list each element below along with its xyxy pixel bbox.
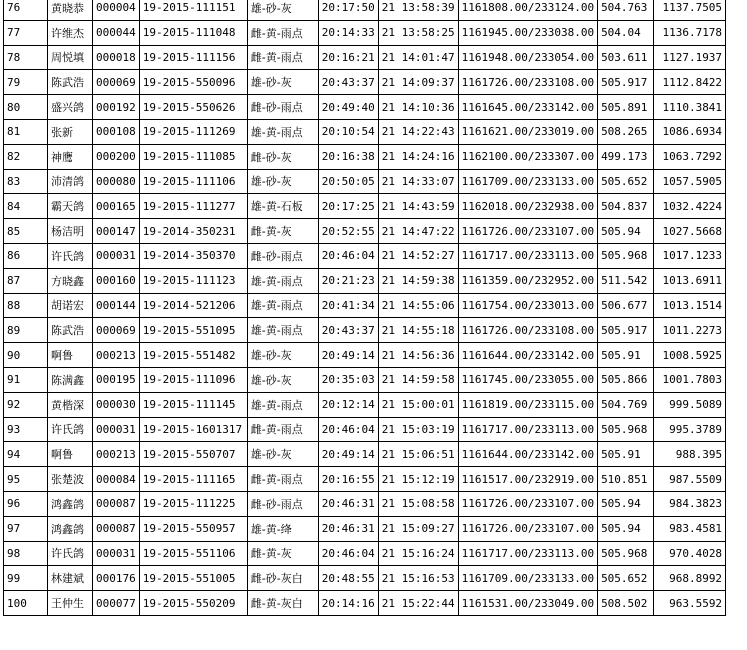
table-row: [4, 169, 726, 194]
name-cell: 神鹰: [48, 144, 93, 169]
rank-cell: 96: [4, 491, 48, 516]
member-id-cell: 000087: [93, 491, 140, 516]
speed-cell: 963.5592: [654, 591, 726, 616]
bird-description-cell: 雄-黄-绛: [247, 516, 318, 541]
release-time-cell: 20:49:40: [318, 95, 378, 120]
release-time-cell: 20:16:55: [318, 467, 378, 492]
coordinates-cell: 1161945.00/233038.00: [458, 20, 597, 45]
speed-cell: 1137.7505: [654, 0, 726, 20]
table-row: [4, 0, 726, 20]
arrival-time-cell: 21 14:24:16: [378, 144, 458, 169]
ring-number-cell: 19-2015-111269: [139, 119, 247, 144]
ring-number-cell: 19-2014-350370: [139, 243, 247, 268]
ring-number-cell: 19-2015-551482: [139, 343, 247, 368]
coordinates-cell: 1161531.00/233049.00: [458, 591, 597, 616]
release-time-cell: 20:48:55: [318, 566, 378, 591]
distance-cell: 499.173: [598, 144, 654, 169]
speed-cell: 1136.7178: [654, 20, 726, 45]
ring-number-cell: 19-2015-551095: [139, 318, 247, 343]
release-time-cell: 20:46:31: [318, 491, 378, 516]
rank-cell: 93: [4, 417, 48, 442]
name-cell: 盛兴鸽: [48, 95, 93, 120]
ring-number-cell: 19-2015-111165: [139, 467, 247, 492]
distance-cell: 508.502: [598, 591, 654, 616]
ring-number-cell: 19-2015-111123: [139, 268, 247, 293]
speed-cell: 999.5089: [654, 392, 726, 417]
distance-cell: 505.968: [598, 541, 654, 566]
ring-number-cell: 19-2015-550209: [139, 591, 247, 616]
coordinates-cell: 1161517.00/232919.00: [458, 467, 597, 492]
bird-description-cell: 雌-黄-灰白: [247, 591, 318, 616]
table-row: [4, 243, 726, 268]
ring-number-cell: 19-2015-111156: [139, 45, 247, 70]
member-id-cell: 000195: [93, 367, 140, 392]
speed-cell: 1013.6911: [654, 268, 726, 293]
table-row: [4, 417, 726, 442]
arrival-time-cell: 21 15:00:01: [378, 392, 458, 417]
bird-description-cell: 雄-砂-灰: [247, 169, 318, 194]
ring-number-cell: 19-2015-111085: [139, 144, 247, 169]
table-row: [4, 392, 726, 417]
speed-cell: 1127.1937: [654, 45, 726, 70]
rank-cell: 92: [4, 392, 48, 417]
rank-cell: 80: [4, 95, 48, 120]
table-row: [4, 541, 726, 566]
table-row: [4, 70, 726, 95]
name-cell: 杨洁明: [48, 219, 93, 244]
distance-cell: 504.769: [598, 392, 654, 417]
table-row: [4, 442, 726, 467]
table-row: [4, 293, 726, 318]
table-row: [4, 343, 726, 368]
name-cell: 陈武浩: [48, 70, 93, 95]
name-cell: 张新: [48, 119, 93, 144]
release-time-cell: 20:21:23: [318, 268, 378, 293]
name-cell: 林建斌: [48, 566, 93, 591]
name-cell: 张楚波: [48, 467, 93, 492]
ring-number-cell: 19-2015-111106: [139, 169, 247, 194]
ring-number-cell: 19-2014-521206: [139, 293, 247, 318]
speed-cell: 1017.1233: [654, 243, 726, 268]
name-cell: 许维杰: [48, 20, 93, 45]
distance-cell: 505.968: [598, 417, 654, 442]
ring-number-cell: 19-2015-550707: [139, 442, 247, 467]
name-cell: 周悦填: [48, 45, 93, 70]
ring-number-cell: 19-2015-111277: [139, 194, 247, 219]
table-row: [4, 367, 726, 392]
arrival-time-cell: 21 14:43:59: [378, 194, 458, 219]
name-cell: 啊鲁: [48, 442, 93, 467]
bird-description-cell: 雌-黄-雨点: [247, 20, 318, 45]
rank-cell: 90: [4, 343, 48, 368]
rank-cell: 87: [4, 268, 48, 293]
ring-number-cell: 19-2015-550626: [139, 95, 247, 120]
table-row: [4, 491, 726, 516]
arrival-time-cell: 21 15:16:53: [378, 566, 458, 591]
arrival-time-cell: 21 14:33:07: [378, 169, 458, 194]
rank-cell: 84: [4, 194, 48, 219]
distance-cell: 506.677: [598, 293, 654, 318]
release-time-cell: 20:17:50: [318, 0, 378, 20]
speed-cell: 1112.8422: [654, 70, 726, 95]
arrival-time-cell: 21 13:58:25: [378, 20, 458, 45]
distance-cell: 505.91: [598, 442, 654, 467]
distance-cell: 510.851: [598, 467, 654, 492]
bird-description-cell: 雌-黄-灰: [247, 219, 318, 244]
rank-cell: 78: [4, 45, 48, 70]
release-time-cell: 20:12:14: [318, 392, 378, 417]
bird-description-cell: 雌-砂-雨点: [247, 491, 318, 516]
coordinates-cell: 1161645.00/233142.00: [458, 95, 597, 120]
name-cell: 沛清鸽: [48, 169, 93, 194]
distance-cell: 508.265: [598, 119, 654, 144]
speed-cell: 1011.2273: [654, 318, 726, 343]
distance-cell: 505.91: [598, 343, 654, 368]
bird-description-cell: 雄-砂-灰: [247, 343, 318, 368]
arrival-time-cell: 21 15:06:51: [378, 442, 458, 467]
coordinates-cell: 1161644.00/233142.00: [458, 343, 597, 368]
name-cell: 王仲生: [48, 591, 93, 616]
race-results-table: [3, 0, 726, 616]
release-time-cell: 20:49:14: [318, 343, 378, 368]
arrival-time-cell: 21 14:56:36: [378, 343, 458, 368]
distance-cell: 505.866: [598, 367, 654, 392]
rank-cell: 81: [4, 119, 48, 144]
table-row: [4, 144, 726, 169]
coordinates-cell: 1161359.00/232952.00: [458, 268, 597, 293]
table-row: [4, 219, 726, 244]
arrival-time-cell: 21 14:59:38: [378, 268, 458, 293]
release-time-cell: 20:46:04: [318, 541, 378, 566]
member-id-cell: 000213: [93, 343, 140, 368]
release-time-cell: 20:35:03: [318, 367, 378, 392]
coordinates-cell: 1161621.00/233019.00: [458, 119, 597, 144]
rank-cell: 83: [4, 169, 48, 194]
name-cell: 许氏鸽: [48, 243, 93, 268]
bird-description-cell: 雄-黄-雨点: [247, 268, 318, 293]
ring-number-cell: 19-2015-111096: [139, 367, 247, 392]
member-id-cell: 000147: [93, 219, 140, 244]
member-id-cell: 000044: [93, 20, 140, 45]
rank-cell: 98: [4, 541, 48, 566]
member-id-cell: 000031: [93, 243, 140, 268]
member-id-cell: 000069: [93, 70, 140, 95]
bird-description-cell: 雄-黄-雨点: [247, 293, 318, 318]
name-cell: 鸿鑫鸽: [48, 516, 93, 541]
member-id-cell: 000018: [93, 45, 140, 70]
rank-cell: 89: [4, 318, 48, 343]
bird-description-cell: 雌-黄-灰: [247, 541, 318, 566]
speed-cell: 1013.1514: [654, 293, 726, 318]
member-id-cell: 000080: [93, 169, 140, 194]
bird-description-cell: 雌-砂-灰: [247, 144, 318, 169]
speed-cell: 983.4581: [654, 516, 726, 541]
distance-cell: 505.891: [598, 95, 654, 120]
arrival-time-cell: 21 13:58:39: [378, 0, 458, 20]
member-id-cell: 000031: [93, 417, 140, 442]
name-cell: 黄楷深: [48, 392, 93, 417]
ring-number-cell: 19-2015-550096: [139, 70, 247, 95]
table-row: [4, 119, 726, 144]
table-row: [4, 591, 726, 616]
name-cell: 方晓鑫: [48, 268, 93, 293]
bird-description-cell: 雌-砂-雨点: [247, 243, 318, 268]
coordinates-cell: 1161709.00/233133.00: [458, 566, 597, 591]
arrival-time-cell: 21 14:55:18: [378, 318, 458, 343]
coordinates-cell: 1161808.00/233124.00: [458, 0, 597, 20]
release-time-cell: 20:41:34: [318, 293, 378, 318]
arrival-time-cell: 21 14:22:43: [378, 119, 458, 144]
rank-cell: 95: [4, 467, 48, 492]
bird-description-cell: 雌-黄-雨点: [247, 467, 318, 492]
coordinates-cell: 1161726.00/233107.00: [458, 491, 597, 516]
table-row: [4, 516, 726, 541]
ring-number-cell: 19-2015-1601317: [139, 417, 247, 442]
release-time-cell: 20:14:33: [318, 20, 378, 45]
rank-cell: 86: [4, 243, 48, 268]
name-cell: 陈满鑫: [48, 367, 93, 392]
bird-description-cell: 雌-黄-雨点: [247, 417, 318, 442]
speed-cell: 987.5509: [654, 467, 726, 492]
rank-cell: 91: [4, 367, 48, 392]
member-id-cell: 000069: [93, 318, 140, 343]
speed-cell: 968.8992: [654, 566, 726, 591]
distance-cell: 504.763: [598, 0, 654, 20]
table-row: [4, 318, 726, 343]
speed-cell: 1110.3841: [654, 95, 726, 120]
bird-description-cell: 雌-砂-雨点: [247, 95, 318, 120]
arrival-time-cell: 21 14:09:37: [378, 70, 458, 95]
distance-cell: 505.94: [598, 491, 654, 516]
arrival-time-cell: 21 14:59:58: [378, 367, 458, 392]
bird-description-cell: 雄-黄-石板: [247, 194, 318, 219]
rank-cell: 85: [4, 219, 48, 244]
rank-cell: 97: [4, 516, 48, 541]
member-id-cell: 000077: [93, 591, 140, 616]
ring-number-cell: 19-2015-111145: [139, 392, 247, 417]
member-id-cell: 000004: [93, 0, 140, 20]
rank-cell: 76: [4, 0, 48, 20]
bird-description-cell: 雄-黄-雨点: [247, 318, 318, 343]
release-time-cell: 20:46:04: [318, 417, 378, 442]
member-id-cell: 000084: [93, 467, 140, 492]
rank-cell: 79: [4, 70, 48, 95]
release-time-cell: 20:46:31: [318, 516, 378, 541]
arrival-time-cell: 21 14:47:22: [378, 219, 458, 244]
distance-cell: 505.652: [598, 169, 654, 194]
member-id-cell: 000200: [93, 144, 140, 169]
coordinates-cell: 1162018.00/232938.00: [458, 194, 597, 219]
speed-cell: 988.395: [654, 442, 726, 467]
coordinates-cell: 1161726.00/233107.00: [458, 219, 597, 244]
rank-cell: 77: [4, 20, 48, 45]
coordinates-cell: 1161726.00/233107.00: [458, 516, 597, 541]
arrival-time-cell: 21 14:01:47: [378, 45, 458, 70]
arrival-time-cell: 21 15:12:19: [378, 467, 458, 492]
speed-cell: 1032.4224: [654, 194, 726, 219]
release-time-cell: 20:14:16: [318, 591, 378, 616]
release-time-cell: 20:43:37: [318, 70, 378, 95]
arrival-time-cell: 21 15:16:24: [378, 541, 458, 566]
release-time-cell: 20:50:05: [318, 169, 378, 194]
rank-cell: 99: [4, 566, 48, 591]
bird-description-cell: 雄-砂-灰: [247, 0, 318, 20]
member-id-cell: 000108: [93, 119, 140, 144]
name-cell: 啊鲁: [48, 343, 93, 368]
member-id-cell: 000087: [93, 516, 140, 541]
coordinates-cell: 1161644.00/233142.00: [458, 442, 597, 467]
coordinates-cell: 1161754.00/233013.00: [458, 293, 597, 318]
release-time-cell: 20:16:38: [318, 144, 378, 169]
speed-cell: 1027.5668: [654, 219, 726, 244]
name-cell: 许氏鸽: [48, 417, 93, 442]
name-cell: 许氏鸽: [48, 541, 93, 566]
member-id-cell: 000160: [93, 268, 140, 293]
member-id-cell: 000144: [93, 293, 140, 318]
coordinates-cell: 1161717.00/233113.00: [458, 417, 597, 442]
release-time-cell: 20:16:21: [318, 45, 378, 70]
distance-cell: 505.968: [598, 243, 654, 268]
rank-cell: 94: [4, 442, 48, 467]
distance-cell: 505.652: [598, 566, 654, 591]
coordinates-cell: 1161709.00/233133.00: [458, 169, 597, 194]
ring-number-cell: 19-2015-550957: [139, 516, 247, 541]
coordinates-cell: 1161819.00/233115.00: [458, 392, 597, 417]
release-time-cell: 20:10:54: [318, 119, 378, 144]
speed-cell: 1001.7803: [654, 367, 726, 392]
coordinates-cell: 1161745.00/233055.00: [458, 367, 597, 392]
member-id-cell: 000192: [93, 95, 140, 120]
speed-cell: 1057.5905: [654, 169, 726, 194]
name-cell: 胡诺宏: [48, 293, 93, 318]
arrival-time-cell: 21 15:08:58: [378, 491, 458, 516]
arrival-time-cell: 21 15:09:27: [378, 516, 458, 541]
coordinates-cell: 1161948.00/233054.00: [458, 45, 597, 70]
distance-cell: 505.917: [598, 70, 654, 95]
arrival-time-cell: 21 15:03:19: [378, 417, 458, 442]
member-id-cell: 000165: [93, 194, 140, 219]
ring-number-cell: 19-2015-551106: [139, 541, 247, 566]
rank-cell: 100: [4, 591, 48, 616]
release-time-cell: 20:17:25: [318, 194, 378, 219]
coordinates-cell: 1161726.00/233108.00: [458, 70, 597, 95]
name-cell: 陈武浩: [48, 318, 93, 343]
table-row: [4, 566, 726, 591]
coordinates-cell: 1161717.00/233113.00: [458, 243, 597, 268]
bird-description-cell: 雄-砂-灰: [247, 367, 318, 392]
name-cell: 霸天鸽: [48, 194, 93, 219]
speed-cell: 1086.6934: [654, 119, 726, 144]
arrival-time-cell: 21 15:22:44: [378, 591, 458, 616]
bird-description-cell: 雄-砂-灰: [247, 442, 318, 467]
name-cell: 鸿鑫鸽: [48, 491, 93, 516]
coordinates-cell: 1161717.00/233113.00: [458, 541, 597, 566]
ring-number-cell: 19-2015-111048: [139, 20, 247, 45]
speed-cell: 1063.7292: [654, 144, 726, 169]
table-row: [4, 467, 726, 492]
member-id-cell: 000031: [93, 541, 140, 566]
coordinates-cell: 1161726.00/233108.00: [458, 318, 597, 343]
arrival-time-cell: 21 14:10:36: [378, 95, 458, 120]
bird-description-cell: 雌-砂-灰白: [247, 566, 318, 591]
speed-cell: 970.4028: [654, 541, 726, 566]
rank-cell: 82: [4, 144, 48, 169]
release-time-cell: 20:49:14: [318, 442, 378, 467]
distance-cell: 504.04: [598, 20, 654, 45]
distance-cell: 505.94: [598, 516, 654, 541]
member-id-cell: 000176: [93, 566, 140, 591]
rank-cell: 88: [4, 293, 48, 318]
arrival-time-cell: 21 14:52:27: [378, 243, 458, 268]
release-time-cell: 20:43:37: [318, 318, 378, 343]
member-id-cell: 000030: [93, 392, 140, 417]
release-time-cell: 20:52:55: [318, 219, 378, 244]
distance-cell: 504.837: [598, 194, 654, 219]
speed-cell: 1008.5925: [654, 343, 726, 368]
results-table-body: [4, 0, 726, 615]
bird-description-cell: 雄-黄-雨点: [247, 392, 318, 417]
table-row: [4, 95, 726, 120]
release-time-cell: 20:46:04: [318, 243, 378, 268]
speed-cell: 984.3823: [654, 491, 726, 516]
name-cell: 黄晓恭: [48, 0, 93, 20]
table-row: [4, 20, 726, 45]
distance-cell: 511.542: [598, 268, 654, 293]
bird-description-cell: 雄-黄-雨点: [247, 119, 318, 144]
ring-number-cell: 19-2015-111225: [139, 491, 247, 516]
ring-number-cell: 19-2015-111151: [139, 0, 247, 20]
coordinates-cell: 1162100.00/233307.00: [458, 144, 597, 169]
ring-number-cell: 19-2014-350231: [139, 219, 247, 244]
table-row: [4, 268, 726, 293]
distance-cell: 505.917: [598, 318, 654, 343]
distance-cell: 503.611: [598, 45, 654, 70]
bird-description-cell: 雄-砂-灰: [247, 70, 318, 95]
arrival-time-cell: 21 14:55:06: [378, 293, 458, 318]
bird-description-cell: 雌-黄-雨点: [247, 45, 318, 70]
distance-cell: 505.94: [598, 219, 654, 244]
ring-number-cell: 19-2015-551005: [139, 566, 247, 591]
table-row: [4, 194, 726, 219]
member-id-cell: 000213: [93, 442, 140, 467]
table-row: [4, 45, 726, 70]
speed-cell: 995.3789: [654, 417, 726, 442]
